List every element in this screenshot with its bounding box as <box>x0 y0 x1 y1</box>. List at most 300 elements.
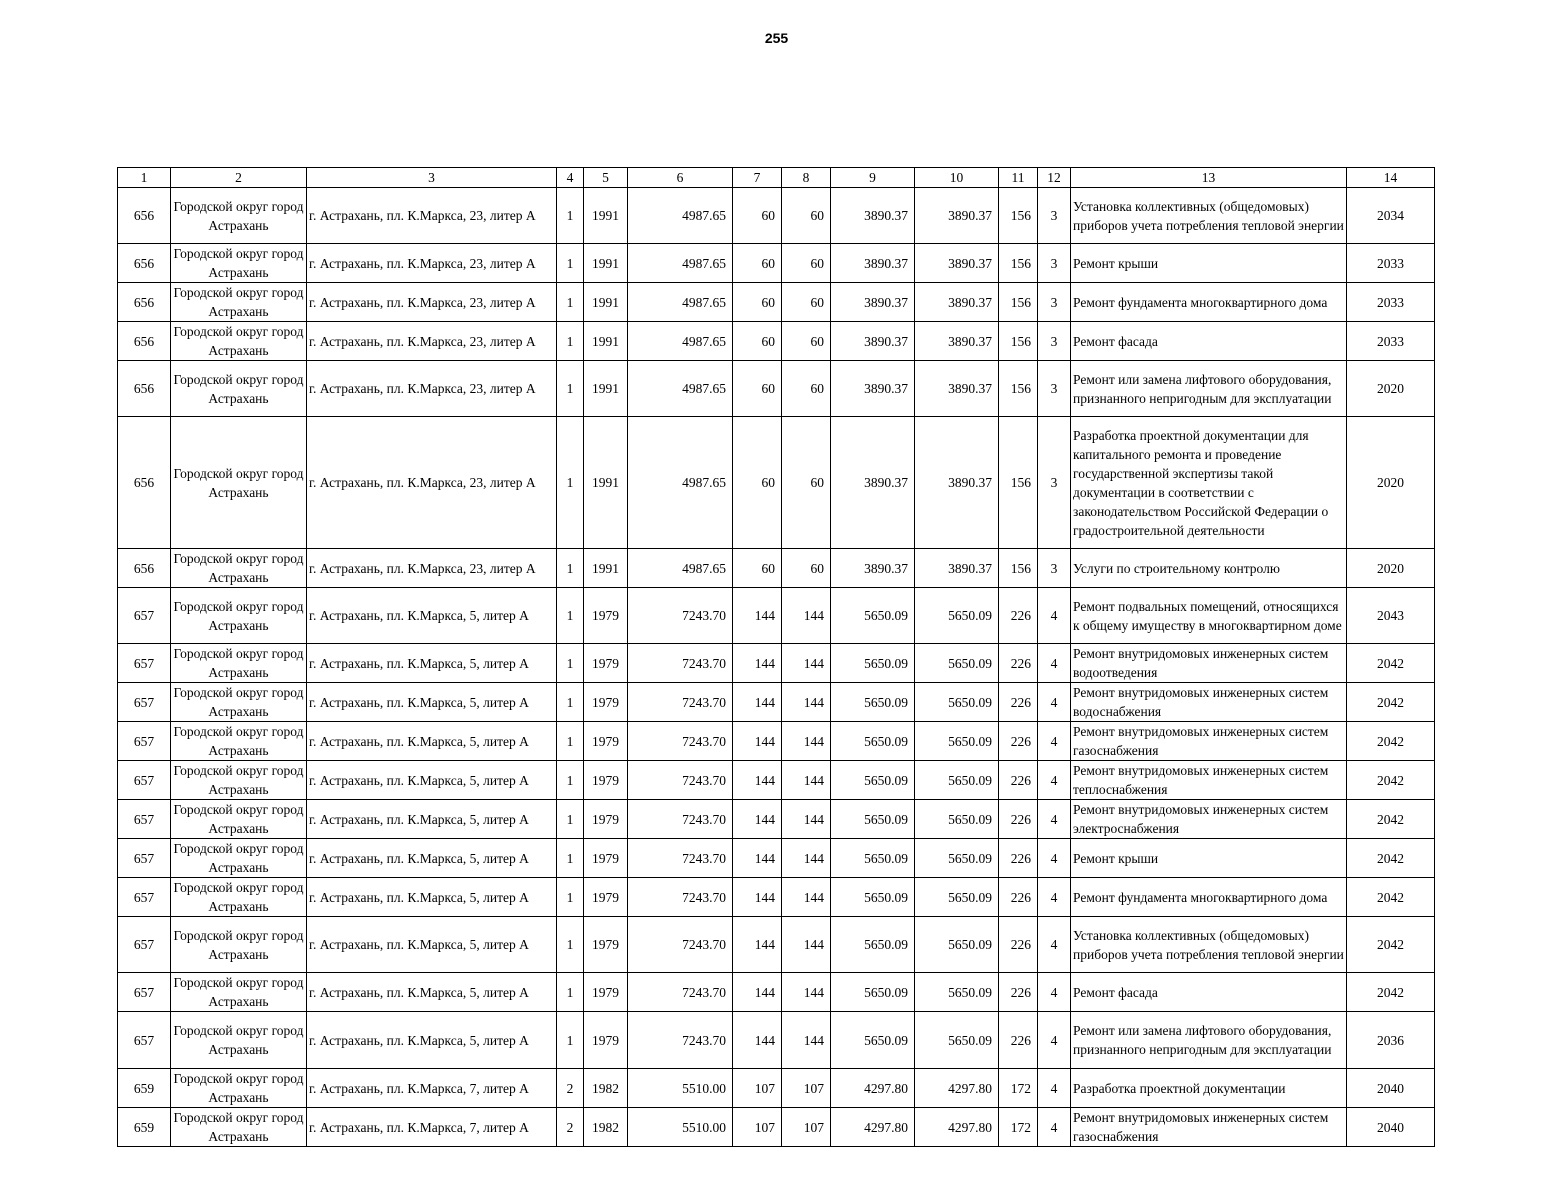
cell-col7: 107 <box>733 1069 782 1108</box>
cell-col11: 156 <box>999 361 1038 417</box>
cell-row-number: 656 <box>118 361 171 417</box>
cell-col10: 5650.09 <box>915 588 999 644</box>
cell-row-number: 657 <box>118 878 171 917</box>
column-header: 3 <box>307 168 557 188</box>
cell-total-area: 7243.70 <box>628 761 733 800</box>
cell-plan-year: 2033 <box>1347 244 1435 283</box>
cell-entrances: 1 <box>557 683 584 722</box>
cell-col11: 156 <box>999 417 1038 549</box>
cell-plan-year: 2033 <box>1347 283 1435 322</box>
table-row <box>118 188 1435 244</box>
cell-plan-year: 2034 <box>1347 188 1435 244</box>
cell-col8: 144 <box>782 588 831 644</box>
cell-col9: 5650.09 <box>831 644 915 683</box>
cell-year: 1982 <box>584 1108 628 1147</box>
cell-col7: 144 <box>733 800 782 839</box>
cell-col12: 3 <box>1038 549 1071 588</box>
cell-address: г. Астрахань, пл. К.Маркса, 23, литер А <box>307 361 557 417</box>
cell-year: 1979 <box>584 878 628 917</box>
cell-address: г. Астрахань, пл. К.Маркса, 7, литер А <box>307 1108 557 1147</box>
cell-municipality: Городской округ город Астрахань <box>171 588 307 644</box>
cell-col10: 5650.09 <box>915 1012 999 1069</box>
cell-col9: 5650.09 <box>831 588 915 644</box>
cell-total-area: 4987.65 <box>628 322 733 361</box>
cell-col7: 144 <box>733 839 782 878</box>
cell-total-area: 4987.65 <box>628 549 733 588</box>
cell-col10: 4297.80 <box>915 1108 999 1147</box>
cell-col9: 5650.09 <box>831 683 915 722</box>
cell-col7: 60 <box>733 283 782 322</box>
cell-col10: 5650.09 <box>915 878 999 917</box>
cell-work-type: Ремонт внутридомовых инженерных систем теплоснабжения <box>1071 761 1347 800</box>
cell-col8: 60 <box>782 322 831 361</box>
cell-municipality: Городской округ город Астрахань <box>171 244 307 283</box>
cell-work-type: Ремонт фундамента многоквартирного дома <box>1071 283 1347 322</box>
cell-work-type: Ремонт внутридомовых инженерных систем водоснабжения <box>1071 683 1347 722</box>
table-row <box>118 417 1435 549</box>
table-row <box>118 244 1435 283</box>
cell-col11: 226 <box>999 973 1038 1012</box>
cell-col12: 3 <box>1038 188 1071 244</box>
cell-col8: 60 <box>782 283 831 322</box>
cell-municipality: Городской округ город Астрахань <box>171 800 307 839</box>
cell-year: 1991 <box>584 188 628 244</box>
cell-work-type: Ремонт фундамента многоквартирного дома <box>1071 878 1347 917</box>
cell-plan-year: 2042 <box>1347 683 1435 722</box>
cell-col10: 3890.37 <box>915 244 999 283</box>
table-row <box>118 973 1435 1012</box>
cell-address: г. Астрахань, пл. К.Маркса, 23, литер А <box>307 322 557 361</box>
table-row <box>118 839 1435 878</box>
page-number: 255 <box>764 30 789 46</box>
column-header: 4 <box>557 168 584 188</box>
cell-col8: 107 <box>782 1108 831 1147</box>
cell-col11: 156 <box>999 549 1038 588</box>
cell-address: г. Астрахань, пл. К.Маркса, 23, литер А <box>307 283 557 322</box>
table-row <box>118 878 1435 917</box>
cell-work-type: Ремонт крыши <box>1071 839 1347 878</box>
cell-col10: 3890.37 <box>915 322 999 361</box>
cell-address: г. Астрахань, пл. К.Маркса, 5, литер А <box>307 1012 557 1069</box>
cell-col11: 226 <box>999 800 1038 839</box>
cell-work-type: Установка коллективных (общедомовых) приборов учета потребления тепловой энергии <box>1071 917 1347 973</box>
cell-year: 1979 <box>584 761 628 800</box>
cell-col7: 144 <box>733 917 782 973</box>
cell-plan-year: 2042 <box>1347 917 1435 973</box>
cell-col10: 3890.37 <box>915 188 999 244</box>
cell-entrances: 2 <box>557 1069 584 1108</box>
cell-municipality: Городской округ город Астрахань <box>171 417 307 549</box>
column-header: 12 <box>1038 168 1071 188</box>
cell-col10: 3890.37 <box>915 361 999 417</box>
cell-plan-year: 2043 <box>1347 588 1435 644</box>
cell-year: 1979 <box>584 1012 628 1069</box>
cell-year: 1979 <box>584 683 628 722</box>
cell-col12: 4 <box>1038 761 1071 800</box>
cell-year: 1991 <box>584 244 628 283</box>
cell-col10: 4297.80 <box>915 1069 999 1108</box>
cell-total-area: 4987.65 <box>628 361 733 417</box>
cell-plan-year: 2042 <box>1347 973 1435 1012</box>
column-header: 14 <box>1347 168 1435 188</box>
cell-address: г. Астрахань, пл. К.Маркса, 5, литер А <box>307 839 557 878</box>
cell-year: 1991 <box>584 361 628 417</box>
cell-entrances: 1 <box>557 1012 584 1069</box>
cell-col10: 3890.37 <box>915 549 999 588</box>
cell-row-number: 657 <box>118 1012 171 1069</box>
table-row <box>118 1069 1435 1108</box>
cell-col8: 144 <box>782 917 831 973</box>
cell-municipality: Городской округ город Астрахань <box>171 1012 307 1069</box>
cell-plan-year: 2020 <box>1347 417 1435 549</box>
cell-col12: 4 <box>1038 722 1071 761</box>
cell-col7: 107 <box>733 1108 782 1147</box>
cell-entrances: 1 <box>557 244 584 283</box>
cell-col12: 3 <box>1038 361 1071 417</box>
cell-year: 1979 <box>584 800 628 839</box>
cell-col9: 3890.37 <box>831 417 915 549</box>
cell-col9: 3890.37 <box>831 549 915 588</box>
cell-col9: 5650.09 <box>831 878 915 917</box>
cell-municipality: Городской округ город Астрахань <box>171 917 307 973</box>
cell-municipality: Городской округ город Астрахань <box>171 549 307 588</box>
cell-col8: 144 <box>782 839 831 878</box>
cell-col7: 60 <box>733 417 782 549</box>
cell-municipality: Городской округ город Астрахань <box>171 283 307 322</box>
table-row <box>118 361 1435 417</box>
cell-col11: 156 <box>999 188 1038 244</box>
cell-municipality: Городской округ город Астрахань <box>171 644 307 683</box>
cell-col8: 60 <box>782 188 831 244</box>
cell-col8: 144 <box>782 683 831 722</box>
cell-col11: 226 <box>999 683 1038 722</box>
column-header: 1 <box>118 168 171 188</box>
cell-col9: 4297.80 <box>831 1108 915 1147</box>
cell-col11: 156 <box>999 283 1038 322</box>
table-row <box>118 549 1435 588</box>
cell-entrances: 1 <box>557 322 584 361</box>
cell-row-number: 659 <box>118 1108 171 1147</box>
table-row <box>118 761 1435 800</box>
cell-address: г. Астрахань, пл. К.Маркса, 23, литер А <box>307 549 557 588</box>
cell-col11: 226 <box>999 644 1038 683</box>
cell-col11: 226 <box>999 722 1038 761</box>
cell-entrances: 1 <box>557 588 584 644</box>
cell-entrances: 1 <box>557 188 584 244</box>
cell-municipality: Городской округ город Астрахань <box>171 683 307 722</box>
cell-row-number: 657 <box>118 683 171 722</box>
cell-year: 1982 <box>584 1069 628 1108</box>
cell-plan-year: 2042 <box>1347 800 1435 839</box>
cell-col7: 60 <box>733 244 782 283</box>
table-row <box>118 917 1435 973</box>
cell-col11: 226 <box>999 761 1038 800</box>
column-header: 8 <box>782 168 831 188</box>
cell-address: г. Астрахань, пл. К.Маркса, 5, литер А <box>307 722 557 761</box>
cell-entrances: 1 <box>557 973 584 1012</box>
cell-entrances: 1 <box>557 549 584 588</box>
cell-entrances: 1 <box>557 361 584 417</box>
table-row <box>118 722 1435 761</box>
cell-row-number: 657 <box>118 839 171 878</box>
cell-municipality: Городской округ город Астрахань <box>171 973 307 1012</box>
cell-col12: 4 <box>1038 839 1071 878</box>
cell-total-area: 4987.65 <box>628 188 733 244</box>
cell-col12: 4 <box>1038 973 1071 1012</box>
cell-col12: 4 <box>1038 1108 1071 1147</box>
table-row <box>118 1108 1435 1147</box>
cell-work-type: Ремонт или замена лифтового оборудования, признанного непригодным для эксплуатации <box>1071 1012 1347 1069</box>
cell-col11: 226 <box>999 839 1038 878</box>
cell-work-type: Установка коллективных (общедомовых) приборов учета потребления тепловой энергии <box>1071 188 1347 244</box>
cell-col11: 226 <box>999 878 1038 917</box>
cell-row-number: 656 <box>118 549 171 588</box>
column-header: 9 <box>831 168 915 188</box>
cell-col11: 172 <box>999 1069 1038 1108</box>
cell-address: г. Астрахань, пл. К.Маркса, 5, литер А <box>307 761 557 800</box>
cell-year: 1979 <box>584 839 628 878</box>
cell-municipality: Городской округ город Астрахань <box>171 188 307 244</box>
cell-col12: 4 <box>1038 878 1071 917</box>
cell-plan-year: 2042 <box>1347 761 1435 800</box>
cell-col7: 144 <box>733 973 782 1012</box>
cell-entrances: 1 <box>557 283 584 322</box>
cell-col7: 144 <box>733 761 782 800</box>
cell-col10: 5650.09 <box>915 683 999 722</box>
cell-col7: 144 <box>733 644 782 683</box>
cell-col11: 226 <box>999 1012 1038 1069</box>
cell-total-area: 4987.65 <box>628 283 733 322</box>
cell-address: г. Астрахань, пл. К.Маркса, 23, литер А <box>307 417 557 549</box>
cell-row-number: 657 <box>118 722 171 761</box>
cell-row-number: 659 <box>118 1069 171 1108</box>
cell-col7: 144 <box>733 683 782 722</box>
table-row <box>118 283 1435 322</box>
cell-work-type: Разработка проектной документации для капитального ремонта и проведение государственной экспертизы такой документации в соответствии с законодательством Российской Федерации о градостроительной деятельности <box>1071 417 1347 549</box>
column-header: 5 <box>584 168 628 188</box>
cell-entrances: 1 <box>557 917 584 973</box>
cell-year: 1979 <box>584 644 628 683</box>
column-header: 2 <box>171 168 307 188</box>
cell-col10: 5650.09 <box>915 644 999 683</box>
cell-row-number: 657 <box>118 973 171 1012</box>
cell-year: 1979 <box>584 722 628 761</box>
cell-plan-year: 2040 <box>1347 1069 1435 1108</box>
cell-entrances: 1 <box>557 878 584 917</box>
cell-total-area: 4987.65 <box>628 417 733 549</box>
cell-municipality: Городской округ город Астрахань <box>171 361 307 417</box>
cell-total-area: 7243.70 <box>628 800 733 839</box>
cell-col11: 156 <box>999 244 1038 283</box>
cell-address: г. Астрахань, пл. К.Маркса, 7, литер А <box>307 1069 557 1108</box>
cell-col8: 60 <box>782 417 831 549</box>
cell-col8: 60 <box>782 361 831 417</box>
cell-address: г. Астрахань, пл. К.Маркса, 5, литер А <box>307 644 557 683</box>
cell-col8: 144 <box>782 722 831 761</box>
cell-row-number: 657 <box>118 917 171 973</box>
cell-municipality: Городской округ город Астрахань <box>171 878 307 917</box>
cell-work-type: Ремонт внутридомовых инженерных систем водоотведения <box>1071 644 1347 683</box>
table-row <box>118 644 1435 683</box>
cell-total-area: 7243.70 <box>628 973 733 1012</box>
cell-work-type: Ремонт или замена лифтового оборудования, признанного непригодным для эксплуатации <box>1071 361 1347 417</box>
cell-col8: 60 <box>782 549 831 588</box>
cell-total-area: 7243.70 <box>628 683 733 722</box>
cell-col8: 144 <box>782 644 831 683</box>
table-row <box>118 800 1435 839</box>
cell-plan-year: 2040 <box>1347 1108 1435 1147</box>
capital-repair-table <box>117 167 1435 1147</box>
cell-municipality: Городской округ город Астрахань <box>171 322 307 361</box>
table-row <box>118 1012 1435 1069</box>
cell-col7: 60 <box>733 322 782 361</box>
cell-total-area: 7243.70 <box>628 722 733 761</box>
cell-entrances: 2 <box>557 1108 584 1147</box>
cell-year: 1979 <box>584 973 628 1012</box>
cell-address: г. Астрахань, пл. К.Маркса, 5, литер А <box>307 588 557 644</box>
cell-col9: 4297.80 <box>831 1069 915 1108</box>
cell-plan-year: 2042 <box>1347 722 1435 761</box>
cell-total-area: 7243.70 <box>628 644 733 683</box>
cell-work-type: Ремонт подвальных помещений, относящихся к общему имуществу в многоквартирном доме <box>1071 588 1347 644</box>
cell-plan-year: 2033 <box>1347 322 1435 361</box>
cell-col7: 144 <box>733 588 782 644</box>
cell-col11: 226 <box>999 917 1038 973</box>
cell-col8: 144 <box>782 800 831 839</box>
column-header: 13 <box>1071 168 1347 188</box>
cell-col7: 144 <box>733 878 782 917</box>
cell-col9: 3890.37 <box>831 188 915 244</box>
cell-row-number: 657 <box>118 588 171 644</box>
cell-total-area: 7243.70 <box>628 839 733 878</box>
cell-col11: 172 <box>999 1108 1038 1147</box>
cell-work-type: Ремонт фасада <box>1071 973 1347 1012</box>
cell-entrances: 1 <box>557 722 584 761</box>
cell-work-type: Ремонт внутридомовых инженерных систем газоснабжения <box>1071 1108 1347 1147</box>
cell-work-type: Ремонт крыши <box>1071 244 1347 283</box>
cell-col7: 60 <box>733 188 782 244</box>
cell-row-number: 656 <box>118 283 171 322</box>
cell-total-area: 7243.70 <box>628 917 733 973</box>
cell-entrances: 1 <box>557 800 584 839</box>
cell-entrances: 1 <box>557 644 584 683</box>
cell-col9: 5650.09 <box>831 917 915 973</box>
cell-col10: 5650.09 <box>915 973 999 1012</box>
cell-col7: 144 <box>733 722 782 761</box>
cell-work-type: Ремонт фасада <box>1071 322 1347 361</box>
cell-col10: 5650.09 <box>915 722 999 761</box>
column-header: 10 <box>915 168 999 188</box>
cell-col9: 5650.09 <box>831 800 915 839</box>
cell-municipality: Городской округ город Астрахань <box>171 722 307 761</box>
cell-col12: 4 <box>1038 917 1071 973</box>
cell-total-area: 4987.65 <box>628 244 733 283</box>
cell-work-type: Услуги по строительному контролю <box>1071 549 1347 588</box>
cell-year: 1979 <box>584 917 628 973</box>
cell-total-area: 5510.00 <box>628 1069 733 1108</box>
cell-year: 1991 <box>584 549 628 588</box>
cell-col8: 144 <box>782 878 831 917</box>
cell-plan-year: 2036 <box>1347 1012 1435 1069</box>
cell-col8: 144 <box>782 1012 831 1069</box>
cell-year: 1991 <box>584 417 628 549</box>
cell-year: 1991 <box>584 322 628 361</box>
header-row <box>118 168 1435 188</box>
cell-col9: 5650.09 <box>831 761 915 800</box>
cell-municipality: Городской округ город Астрахань <box>171 1069 307 1108</box>
cell-col9: 3890.37 <box>831 244 915 283</box>
cell-row-number: 656 <box>118 417 171 549</box>
cell-row-number: 656 <box>118 322 171 361</box>
cell-work-type: Разработка проектной документации <box>1071 1069 1347 1108</box>
cell-col10: 5650.09 <box>915 761 999 800</box>
cell-col9: 3890.37 <box>831 361 915 417</box>
column-header: 7 <box>733 168 782 188</box>
column-header: 6 <box>628 168 733 188</box>
cell-col12: 4 <box>1038 644 1071 683</box>
cell-total-area: 7243.70 <box>628 1012 733 1069</box>
cell-col8: 144 <box>782 973 831 1012</box>
cell-row-number: 656 <box>118 188 171 244</box>
cell-year: 1979 <box>584 588 628 644</box>
cell-col8: 107 <box>782 1069 831 1108</box>
cell-col7: 60 <box>733 361 782 417</box>
cell-total-area: 7243.70 <box>628 878 733 917</box>
cell-year: 1991 <box>584 283 628 322</box>
table-row <box>118 683 1435 722</box>
cell-col9: 3890.37 <box>831 283 915 322</box>
cell-address: г. Астрахань, пл. К.Маркса, 23, литер А <box>307 188 557 244</box>
column-header: 11 <box>999 168 1038 188</box>
cell-col12: 3 <box>1038 322 1071 361</box>
cell-col7: 60 <box>733 549 782 588</box>
cell-plan-year: 2020 <box>1347 361 1435 417</box>
cell-entrances: 1 <box>557 417 584 549</box>
cell-plan-year: 2042 <box>1347 644 1435 683</box>
cell-col10: 5650.09 <box>915 839 999 878</box>
cell-plan-year: 2042 <box>1347 878 1435 917</box>
cell-municipality: Городской округ город Астрахань <box>171 839 307 878</box>
cell-row-number: 657 <box>118 800 171 839</box>
cell-col12: 3 <box>1038 283 1071 322</box>
cell-col8: 144 <box>782 761 831 800</box>
cell-address: г. Астрахань, пл. К.Маркса, 5, литер А <box>307 683 557 722</box>
table-row <box>118 322 1435 361</box>
cell-plan-year: 2020 <box>1347 549 1435 588</box>
cell-col11: 156 <box>999 322 1038 361</box>
cell-entrances: 1 <box>557 761 584 800</box>
cell-municipality: Городской округ город Астрахань <box>171 761 307 800</box>
cell-row-number: 657 <box>118 761 171 800</box>
cell-total-area: 5510.00 <box>628 1108 733 1147</box>
cell-col9: 5650.09 <box>831 839 915 878</box>
cell-address: г. Астрахань, пл. К.Маркса, 5, литер А <box>307 800 557 839</box>
cell-col8: 60 <box>782 244 831 283</box>
cell-col10: 3890.37 <box>915 283 999 322</box>
cell-municipality: Городской округ город Астрахань <box>171 1108 307 1147</box>
cell-plan-year: 2042 <box>1347 839 1435 878</box>
cell-col9: 5650.09 <box>831 973 915 1012</box>
cell-address: г. Астрахань, пл. К.Маркса, 5, литер А <box>307 917 557 973</box>
cell-work-type: Ремонт внутридомовых инженерных систем газоснабжения <box>1071 722 1347 761</box>
cell-col9: 3890.37 <box>831 322 915 361</box>
cell-col12: 4 <box>1038 683 1071 722</box>
cell-address: г. Астрахань, пл. К.Маркса, 23, литер А <box>307 244 557 283</box>
cell-col12: 3 <box>1038 244 1071 283</box>
cell-col12: 4 <box>1038 588 1071 644</box>
cell-work-type: Ремонт внутридомовых инженерных систем электроснабжения <box>1071 800 1347 839</box>
cell-col9: 5650.09 <box>831 1012 915 1069</box>
